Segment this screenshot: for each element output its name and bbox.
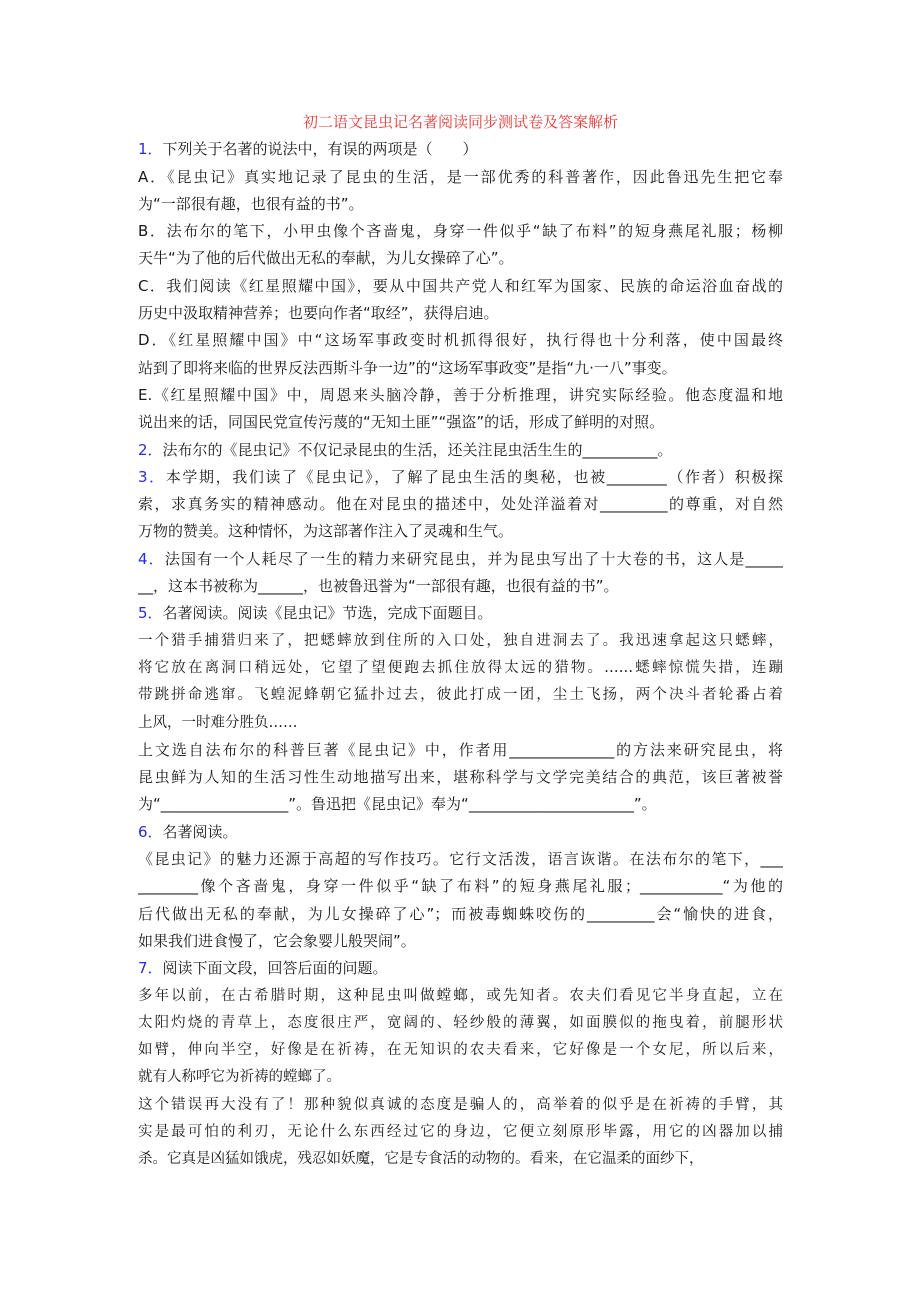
text-paragraph <box>138 327 783 382</box>
text-line <box>138 327 783 354</box>
reading-passage <box>138 628 783 737</box>
line-text: 如果我们进食慢了，它会象婴儿般哭闹”。 <box>138 931 416 950</box>
document-page <box>138 109 783 1174</box>
text-line <box>138 928 783 955</box>
line-text: 昆虫鲜为人知的生活习性生动地描写出来，堪称科学与文学完美结合的典范，该巨著被誉 <box>138 768 783 787</box>
question-number: 6． <box>138 822 163 841</box>
line-text: 上文选自法布尔的科普巨著《昆虫记》中，作者用______________的方法来研究昆虫，将 <box>138 740 783 759</box>
text-line <box>138 546 783 573</box>
text-line <box>138 846 783 873</box>
text-line <box>138 573 783 600</box>
text-paragraph <box>138 382 783 437</box>
text-line <box>138 409 783 436</box>
text-line <box>138 245 783 272</box>
line-text: C．我们阅读《红星照耀中国》，要从中国共产党人和红军为国家、民族的命运浴血奋战的 <box>138 276 783 295</box>
line-text: 如臂，伸向半空，好像是在祈祷，在无知识的农夫看来，它好像是一个女尼，所以后来， <box>138 1042 783 1059</box>
line-text: 说出来的话，同国民党宣传污蔑的“无知土匪”“强盗”的话，形成了鲜明的对照。 <box>138 413 665 432</box>
question-block <box>138 955 783 982</box>
text-line <box>138 655 783 682</box>
line-text: 杀。它真是凶猛如饿虎，残忍如妖魔，它是专食活的动物的。看来，在它温柔的面纱下， <box>138 1151 704 1168</box>
line-text: 上风，一时难分胜负…… <box>138 714 298 731</box>
line-text: 带跳拼命逃窜。飞蝗泥蜂朝它猛扑过去，彼此打成一团，尘土飞扬，两个决斗者轮番占着 <box>138 687 783 704</box>
line-text: 名著阅读。阅读《昆虫记》节选，完成下面题目。 <box>162 604 493 623</box>
text-paragraph <box>138 218 783 273</box>
text-line <box>138 1010 783 1037</box>
text-line <box>138 218 783 245</box>
text-line <box>138 710 783 737</box>
line-text: 站到了即将来临的世界反法西斯斗争一边”的“这场军事政变”是指“九·一八”事变。 <box>138 358 677 377</box>
text-paragraph <box>138 846 783 955</box>
line-text: 万物的赞美。这种情怀，为这部著作注入了灵魂和生气。 <box>138 522 514 541</box>
line-text: 实是最可怕的利刃，无论什么东西经过它的身边，它便立刻原形毕露，用它的凶器加以捕 <box>138 1123 783 1140</box>
line-text: 这个错误再大没有了！那种貌似真诚的态度是骗人的，高举着的似乎是在祈祷的手臂，其 <box>138 1096 783 1113</box>
text-line <box>138 464 783 491</box>
line-text: 太阳灼烧的青草上，态度很庄严，宽阔的、轻纱般的薄翼，如面膜似的拖曳着，前腿形状 <box>138 1014 783 1031</box>
question-block <box>138 546 783 601</box>
question-block <box>138 437 783 464</box>
line-text: 为“一部很有趣，也很有益的书”。 <box>138 194 364 213</box>
line-text: 下列关于名著的说法中，有误的两项是（ ） <box>162 140 478 159</box>
text-line <box>138 600 783 627</box>
text-line <box>138 901 783 928</box>
text-line <box>138 191 783 218</box>
line-text: E.《红星照耀中国》中，周恩来头脑冷静，善于分析推理，讲究实际经验。他态度温和地 <box>138 385 783 404</box>
line-text: 历史中汲取精神营养；也要向作者“取经”，获得启迪。 <box>138 304 499 323</box>
line-text: 为“_________________”。鲁迅把《昆虫记》奉为“______________________”。 <box>138 795 657 814</box>
line-text: 本学期，我们读了《昆虫记》，了解了昆虫生活的奥秘，也被________（作者）积极探 <box>165 467 783 486</box>
line-text: 后代做出无私的奉献，为儿女操碎了心”；而被毒蜘蛛咬伤的_________会“愉快的进食， <box>138 904 783 923</box>
line-text: 法国有一个人耗尽了一生的精力来研究昆虫，并为昆虫写出了十大卷的书，这人是_____ <box>164 549 783 568</box>
text-line <box>138 273 783 300</box>
line-text: 《昆虫记》的魅力还源于高超的写作技巧。它行文活泼，语言诙谐。在法布尔的笔下，___ <box>138 850 783 869</box>
question-number: 5． <box>138 604 163 623</box>
text-line <box>138 355 783 382</box>
line-text: 多年以前，在古希腊时期，这种昆虫叫做螳螂，或先知者。农夫们看见它半身直起，立在 <box>138 987 783 1004</box>
question-number: 4． <box>138 549 165 568</box>
line-text: 名著阅读。 <box>162 822 238 841</box>
text-line <box>138 791 783 818</box>
text-line <box>138 819 783 846</box>
text-line <box>138 382 783 409</box>
reading-passage <box>138 983 783 1092</box>
document-title: 初二语文昆虫记名著阅读同步测试卷及答案解析 <box>302 113 618 131</box>
text-line <box>138 955 783 982</box>
line-text: 一个猎手捕猎归来了，把蟋蟀放到住所的入口处，独自进洞去了。我迅速拿起这只蟋蟀， <box>138 632 783 649</box>
line-text: A．《昆虫记》真实地记录了昆虫的生活，是一部优秀的科普著作，因此鲁迅先生把它奉 <box>138 167 783 186</box>
text-paragraph <box>138 164 783 219</box>
text-line <box>138 682 783 709</box>
text-paragraph <box>138 273 783 328</box>
question-block <box>138 464 783 546</box>
text-line <box>138 1064 783 1091</box>
question-number: 1． <box>138 140 163 159</box>
text-line <box>138 1092 783 1119</box>
question-number: 2． <box>138 440 163 459</box>
question-number: 3． <box>138 467 166 486</box>
question-number: 7． <box>138 959 163 978</box>
text-line <box>138 518 783 545</box>
text-line <box>138 1119 783 1146</box>
line-text: 就有人称呼它为祈祷的螳螂了。 <box>138 1069 341 1086</box>
question-block <box>138 136 783 163</box>
text-line <box>138 1146 783 1173</box>
line-text: 法布尔的《昆虫记》不仅记录昆虫的生活，还关注昆虫活生生的__________。 <box>162 440 673 459</box>
question-block <box>138 819 783 846</box>
text-line <box>138 983 783 1010</box>
document-body <box>138 136 783 1173</box>
line-text: 将它放在离洞口稍远处，它望了望便跑去抓住放得太远的猎物。……蟋蟀惊慌失措，连蹦 <box>138 659 783 676</box>
text-line <box>138 437 783 464</box>
text-line <box>138 300 783 327</box>
line-text: 阅读下面文段，回答后面的问题。 <box>162 959 388 978</box>
reading-passage <box>138 1092 783 1174</box>
line-text: B．法布尔的笔下，小甲虫像个吝啬鬼，身穿一件似乎“缺了布料”的短身燕尾礼服；杨柳 <box>138 222 783 241</box>
text-line <box>138 628 783 655</box>
line-text: D．《红星照耀中国》中“这场军事政变时机抓得很好，执行得也十分利落，使中国最终 <box>138 331 783 350</box>
line-text: ________像个吝啬鬼，身穿一件似乎“缺了布料”的短身燕尾礼服；___________“为他的 <box>138 877 783 896</box>
line-text: 天牛“为了他的后代做出无私的奉献，为儿女操碎了心”。 <box>138 249 514 268</box>
text-line <box>138 136 783 163</box>
text-line <box>138 491 783 518</box>
text-line <box>138 764 783 791</box>
text-line <box>138 737 783 764</box>
text-paragraph <box>138 737 783 819</box>
question-block <box>138 600 783 627</box>
line-text: 索，求真务实的精神感动。他在对昆虫的描述中，处处洋溢着对_________的尊重，对自然 <box>138 495 783 514</box>
line-text: __，这本书被称为______，也被鲁迅誉为“一部很有趣，也很有益的书”。 <box>138 577 619 596</box>
text-line <box>138 164 783 191</box>
text-line <box>138 873 783 900</box>
text-line <box>138 1037 783 1064</box>
